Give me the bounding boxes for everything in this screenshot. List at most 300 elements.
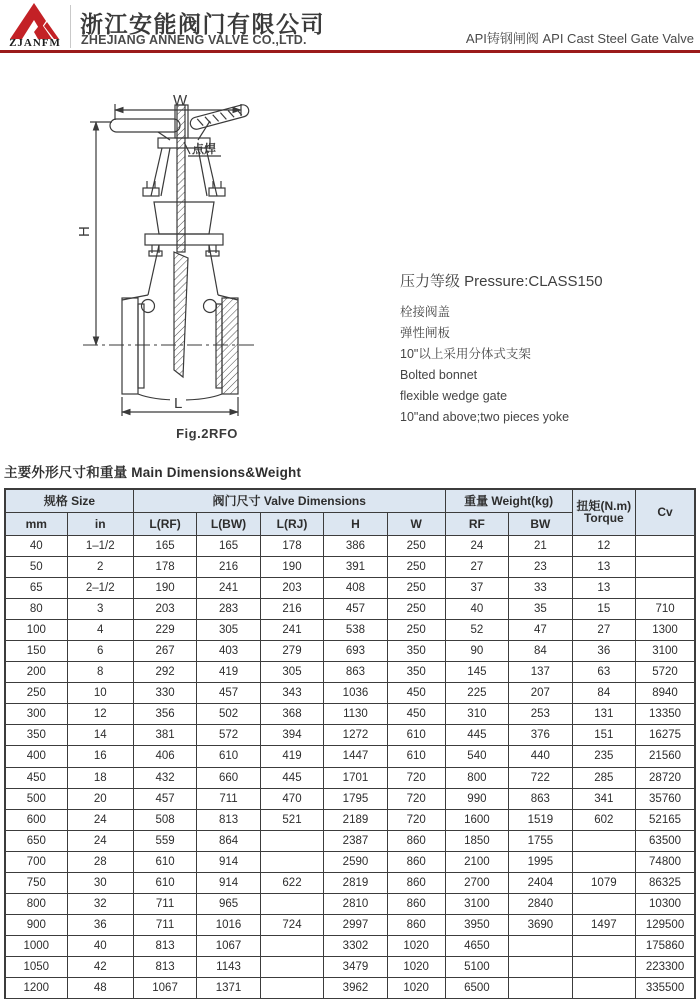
table-cell: 356 — [133, 704, 196, 725]
table-cell: 250 — [387, 556, 445, 577]
table-cell: 394 — [260, 725, 323, 746]
table-row — [5, 556, 695, 577]
feature-line: flexible wedge gate — [400, 389, 508, 403]
table-cell: 285 — [572, 767, 635, 788]
table-cell: 30 — [67, 873, 133, 894]
table-cell: 28720 — [636, 767, 695, 788]
table-cell: 457 — [324, 598, 387, 619]
table-body — [5, 535, 695, 999]
table-cell: 711 — [133, 915, 196, 936]
table-cell: 223300 — [636, 957, 695, 978]
table-cell: 151 — [572, 725, 635, 746]
table-cell: 52165 — [636, 809, 695, 830]
table-cell: 63 — [572, 662, 635, 683]
table-cell: 3100 — [636, 640, 695, 661]
table-cell: 350 — [5, 725, 67, 746]
table-cell: 200 — [5, 662, 67, 683]
table-cell: 283 — [197, 598, 260, 619]
table-cell: 3690 — [509, 915, 572, 936]
table-cell: 6500 — [445, 978, 508, 999]
table-cell — [260, 894, 323, 915]
table-cell — [509, 978, 572, 999]
table-cell: 35760 — [636, 788, 695, 809]
table-cell: 2840 — [509, 894, 572, 915]
col-header-lrj: L(RJ) — [260, 512, 323, 535]
table-cell: 2–1/2 — [67, 577, 133, 598]
table-cell: 33 — [509, 577, 572, 598]
dim-label-w: W — [173, 92, 188, 109]
table-cell: 1–1/2 — [67, 535, 133, 556]
table-cell: 386 — [324, 535, 387, 556]
table-cell: 203 — [133, 598, 196, 619]
table-cell: 990 — [445, 788, 508, 809]
table-cell: 610 — [387, 725, 445, 746]
table-cell: 21 — [509, 535, 572, 556]
table-cell: 190 — [260, 556, 323, 577]
table-cell: 720 — [387, 788, 445, 809]
table-cell: 36 — [67, 915, 133, 936]
table-cell: 2100 — [445, 851, 508, 872]
table-cell: 1995 — [509, 851, 572, 872]
table-cell: 12 — [67, 704, 133, 725]
table-cell: 27 — [572, 619, 635, 640]
table-cell: 40 — [445, 598, 508, 619]
table-cell: 1371 — [197, 978, 260, 999]
table-cell: 1600 — [445, 809, 508, 830]
table-cell: 1850 — [445, 830, 508, 851]
table-cell: 1020 — [387, 978, 445, 999]
table-cell: 10300 — [636, 894, 695, 915]
table-cell: 2404 — [509, 873, 572, 894]
table-cell: 2590 — [324, 851, 387, 872]
table-cell: 4650 — [445, 936, 508, 957]
table-row — [5, 809, 695, 830]
table-cell: 23 — [509, 556, 572, 577]
col-group-valve-dimensions: 阀门尺寸 Valve Dimensions — [133, 489, 445, 512]
table-cell: 368 — [260, 704, 323, 725]
table-cell: 16 — [67, 746, 133, 767]
table-cell: 2810 — [324, 894, 387, 915]
table-row — [5, 767, 695, 788]
table-cell — [636, 556, 695, 577]
table-row — [5, 662, 695, 683]
table-head — [5, 489, 695, 535]
table-cell: 32 — [67, 894, 133, 915]
table-cell: 305 — [197, 619, 260, 640]
feature-line: 弹性闸板 — [400, 326, 451, 340]
col-header-in: in — [67, 512, 133, 535]
valve-drawing-icon — [58, 92, 358, 432]
table-cell: 4 — [67, 619, 133, 640]
table-cell: 406 — [133, 746, 196, 767]
table-cell: 145 — [445, 662, 508, 683]
table-cell: 84 — [572, 683, 635, 704]
col-header-mm: mm — [5, 512, 67, 535]
col-header-w: W — [387, 512, 445, 535]
feature-line: 栓接阀盖 — [400, 305, 451, 319]
table-cell: 1701 — [324, 767, 387, 788]
table-cell: 1130 — [324, 704, 387, 725]
table-cell: 100 — [5, 619, 67, 640]
table-cell: 722 — [509, 767, 572, 788]
table-cell: 241 — [197, 577, 260, 598]
table-cell: 36 — [572, 640, 635, 661]
table-cell: 2 — [67, 556, 133, 577]
company-name-cn: 浙江安能阀门有限公司 — [80, 11, 325, 37]
table-cell: 1519 — [509, 809, 572, 830]
table-cell: 137 — [509, 662, 572, 683]
table-row — [5, 830, 695, 851]
table-cell: 216 — [197, 556, 260, 577]
table-cell: 225 — [445, 683, 508, 704]
table-cell — [260, 978, 323, 999]
table-cell: 13350 — [636, 704, 695, 725]
table-cell: 1755 — [509, 830, 572, 851]
table-cell: 86325 — [636, 873, 695, 894]
table-cell: 610 — [133, 851, 196, 872]
table-cell: 419 — [197, 662, 260, 683]
table-cell — [636, 535, 695, 556]
table-cell: 63500 — [636, 830, 695, 851]
table-cell: 330 — [133, 683, 196, 704]
col-header-lrf: L(RF) — [133, 512, 196, 535]
table-cell: 2819 — [324, 873, 387, 894]
table-cell: 1050 — [5, 957, 67, 978]
table-cell: 408 — [324, 577, 387, 598]
table-row — [5, 577, 695, 598]
table-cell: 18 — [67, 767, 133, 788]
table-cell: 2387 — [324, 830, 387, 851]
table-cell: 860 — [387, 894, 445, 915]
table-cell: 165 — [197, 535, 260, 556]
table-row — [5, 598, 695, 619]
table-cell: 250 — [387, 535, 445, 556]
company-name-en: ZHEJIANG ANNENG VALVE CO.,LTD. — [81, 33, 307, 47]
table-cell: 305 — [260, 662, 323, 683]
table-row — [5, 788, 695, 809]
feature-line: 10"以上采用分体式支架 — [400, 347, 531, 361]
table-cell: 440 — [509, 746, 572, 767]
col-header-h: H — [324, 512, 387, 535]
table-cell: 3962 — [324, 978, 387, 999]
product-title: API铸钢闸阀 API Cast Steel Gate Valve — [465, 31, 694, 46]
table-cell: 50 — [5, 556, 67, 577]
table-cell: 622 — [260, 873, 323, 894]
table-cell: 914 — [197, 873, 260, 894]
table-cell — [572, 936, 635, 957]
col-header-cv: Cv — [636, 489, 695, 535]
table-title: 主要外形尺寸和重量 Main Dimensions&Weight — [4, 465, 302, 480]
table-cell: 37 — [445, 577, 508, 598]
table-cell: 610 — [197, 746, 260, 767]
table-cell: 165 — [133, 535, 196, 556]
valve-figure — [58, 92, 358, 444]
table-cell: 863 — [324, 662, 387, 683]
table-cell: 40 — [5, 535, 67, 556]
table-row — [5, 746, 695, 767]
table-cell: 13 — [572, 556, 635, 577]
table-cell: 432 — [133, 767, 196, 788]
table-cell: 445 — [445, 725, 508, 746]
table-row — [5, 683, 695, 704]
figure-caption: Fig.2RFO — [176, 426, 238, 441]
table-cell: 419 — [260, 746, 323, 767]
table-cell: 500 — [5, 788, 67, 809]
table-cell: 1795 — [324, 788, 387, 809]
table-cell: 300 — [5, 704, 67, 725]
table-cell: 965 — [197, 894, 260, 915]
table-cell: 711 — [133, 894, 196, 915]
table-cell: 21560 — [636, 746, 695, 767]
table-cell: 341 — [572, 788, 635, 809]
table-row — [5, 535, 695, 556]
table-cell: 813 — [133, 957, 196, 978]
header-rule — [0, 50, 700, 53]
table-cell: 813 — [133, 936, 196, 957]
table-cell: 80 — [5, 598, 67, 619]
table-cell: 720 — [387, 809, 445, 830]
table-cell: 84 — [509, 640, 572, 661]
logo-divider — [70, 5, 71, 48]
table-cell: 10 — [67, 683, 133, 704]
spec-block — [400, 270, 696, 428]
table-cell: 864 — [197, 830, 260, 851]
table-cell: 175860 — [636, 936, 695, 957]
table-cell: 207 — [509, 683, 572, 704]
table-cell: 3100 — [445, 894, 508, 915]
table-cell: 190 — [133, 577, 196, 598]
table-cell: 602 — [572, 809, 635, 830]
table-cell: 457 — [133, 788, 196, 809]
table-cell: 650 — [5, 830, 67, 851]
table-cell: 457 — [197, 683, 260, 704]
table-cell: 600 — [5, 809, 67, 830]
table-cell: 74800 — [636, 851, 695, 872]
table-cell: 3 — [67, 598, 133, 619]
col-header-bw: BW — [509, 512, 572, 535]
table-row — [5, 725, 695, 746]
table-cell: 521 — [260, 809, 323, 830]
table-cell — [572, 978, 635, 999]
table-cell: 229 — [133, 619, 196, 640]
table-cell: 470 — [260, 788, 323, 809]
table-cell: 3302 — [324, 936, 387, 957]
table-cell — [509, 936, 572, 957]
table-cell: 914 — [197, 851, 260, 872]
table-cell: 150 — [5, 640, 67, 661]
table-cell — [572, 830, 635, 851]
torque-label-en: Torque — [583, 511, 624, 526]
table-cell: 700 — [5, 851, 67, 872]
table-cell: 1020 — [387, 957, 445, 978]
table-cell: 860 — [387, 915, 445, 936]
table-cell: 13 — [572, 577, 635, 598]
dim-label-h: H — [76, 226, 93, 237]
table-row — [5, 978, 695, 999]
table-cell: 1079 — [572, 873, 635, 894]
feature-line: Bolted bonnet — [400, 368, 478, 382]
page-header — [0, 0, 700, 53]
table-cell: 52 — [445, 619, 508, 640]
dim-label-l: L — [174, 395, 183, 412]
table-cell: 12 — [572, 535, 635, 556]
feature-list — [400, 302, 696, 428]
table-cell: 250 — [387, 598, 445, 619]
table-cell: 65 — [5, 577, 67, 598]
table-cell: 381 — [133, 725, 196, 746]
table-cell: 1036 — [324, 683, 387, 704]
table-cell: 800 — [5, 894, 67, 915]
table-row — [5, 957, 695, 978]
col-header-lbw: L(BW) — [197, 512, 260, 535]
table-cell: 90 — [445, 640, 508, 661]
table-cell: 24 — [445, 535, 508, 556]
table-cell: 572 — [197, 725, 260, 746]
table-cell: 400 — [5, 746, 67, 767]
torque-label-cn: 扭矩(N.m) — [576, 498, 632, 513]
table-cell — [260, 936, 323, 957]
table-cell: 5720 — [636, 662, 695, 683]
table-row — [5, 704, 695, 725]
table-cell: 1497 — [572, 915, 635, 936]
table-cell: 6 — [67, 640, 133, 661]
table-cell: 292 — [133, 662, 196, 683]
table-cell: 2997 — [324, 915, 387, 936]
table-cell: 178 — [260, 535, 323, 556]
table-cell: 863 — [509, 788, 572, 809]
table-cell: 35 — [509, 598, 572, 619]
table-cell: 216 — [260, 598, 323, 619]
table-cell: 376 — [509, 725, 572, 746]
table-cell: 24 — [67, 830, 133, 851]
table-cell — [636, 577, 695, 598]
table-cell: 131 — [572, 704, 635, 725]
table-cell: 1000 — [5, 936, 67, 957]
table-cell: 1200 — [5, 978, 67, 999]
table-cell: 279 — [260, 640, 323, 661]
dimensions-table — [4, 488, 696, 999]
table-cell: 178 — [133, 556, 196, 577]
table-row — [5, 915, 695, 936]
group-header-row — [5, 489, 695, 512]
table-cell: 403 — [197, 640, 260, 661]
table-cell: 720 — [387, 767, 445, 788]
table-cell: 559 — [133, 830, 196, 851]
table-cell: 253 — [509, 704, 572, 725]
table-cell: 450 — [387, 704, 445, 725]
feature-line: 10"and above;two pieces yoke — [400, 410, 570, 424]
logo-text: ZJANFM — [9, 37, 61, 49]
table-cell: 250 — [5, 683, 67, 704]
table-cell: 540 — [445, 746, 508, 767]
table-cell: 860 — [387, 830, 445, 851]
col-header-rf: RF — [445, 512, 508, 535]
table-cell — [572, 957, 635, 978]
table-cell: 2700 — [445, 873, 508, 894]
table-cell: 310 — [445, 704, 508, 725]
table-cell: 3950 — [445, 915, 508, 936]
table-cell: 250 — [387, 577, 445, 598]
table-cell: 800 — [445, 767, 508, 788]
table-cell: 48 — [67, 978, 133, 999]
table-cell: 235 — [572, 746, 635, 767]
col-header-torque — [572, 489, 635, 535]
table-cell: 47 — [509, 619, 572, 640]
table-row — [5, 619, 695, 640]
table-cell: 343 — [260, 683, 323, 704]
table-cell: 5100 — [445, 957, 508, 978]
table-cell: 1020 — [387, 936, 445, 957]
table-row — [5, 936, 695, 957]
table-cell: 2189 — [324, 809, 387, 830]
table-cell: 335500 — [636, 978, 695, 999]
table-cell: 27 — [445, 556, 508, 577]
pressure-class: 压力等级 Pressure:CLASS150 — [400, 273, 603, 290]
table-cell: 1272 — [324, 725, 387, 746]
table-cell: 350 — [387, 662, 445, 683]
company-logo-icon — [10, 3, 62, 39]
table-cell: 28 — [67, 851, 133, 872]
table-cell: 502 — [197, 704, 260, 725]
table-cell: 445 — [260, 767, 323, 788]
table-cell: 15 — [572, 598, 635, 619]
table-cell: 610 — [133, 873, 196, 894]
table-row — [5, 640, 695, 661]
table-cell — [260, 830, 323, 851]
col-group-weight: 重量 Weight(kg) — [445, 489, 572, 512]
table-cell: 538 — [324, 619, 387, 640]
col-group-size: 规格 Size — [5, 489, 133, 512]
table-cell: 14 — [67, 725, 133, 746]
table-cell: 660 — [197, 767, 260, 788]
table-cell — [260, 851, 323, 872]
table-cell — [509, 957, 572, 978]
table-cell: 450 — [5, 767, 67, 788]
table-cell: 250 — [387, 619, 445, 640]
table-cell: 8940 — [636, 683, 695, 704]
table-cell: 610 — [387, 746, 445, 767]
table-cell: 1447 — [324, 746, 387, 767]
table-cell: 16275 — [636, 725, 695, 746]
table-row — [5, 894, 695, 915]
table-row — [5, 873, 695, 894]
table-cell: 24 — [67, 809, 133, 830]
table-cell: 129500 — [636, 915, 695, 936]
table-cell: 508 — [133, 809, 196, 830]
table-cell: 391 — [324, 556, 387, 577]
table-cell: 3479 — [324, 957, 387, 978]
table-cell: 267 — [133, 640, 196, 661]
table-cell: 860 — [387, 851, 445, 872]
table-cell: 1300 — [636, 619, 695, 640]
table-cell — [572, 894, 635, 915]
table-cell: 20 — [67, 788, 133, 809]
table-cell: 813 — [197, 809, 260, 830]
table-cell: 860 — [387, 873, 445, 894]
table-cell: 42 — [67, 957, 133, 978]
table-cell: 1067 — [197, 936, 260, 957]
table-cell: 203 — [260, 577, 323, 598]
table-cell: 724 — [260, 915, 323, 936]
table-cell: 1143 — [197, 957, 260, 978]
table-cell: 350 — [387, 640, 445, 661]
table-cell: 241 — [260, 619, 323, 640]
table-row — [5, 851, 695, 872]
table-cell — [260, 957, 323, 978]
table-cell: 750 — [5, 873, 67, 894]
table-cell: 1016 — [197, 915, 260, 936]
table-cell — [572, 851, 635, 872]
